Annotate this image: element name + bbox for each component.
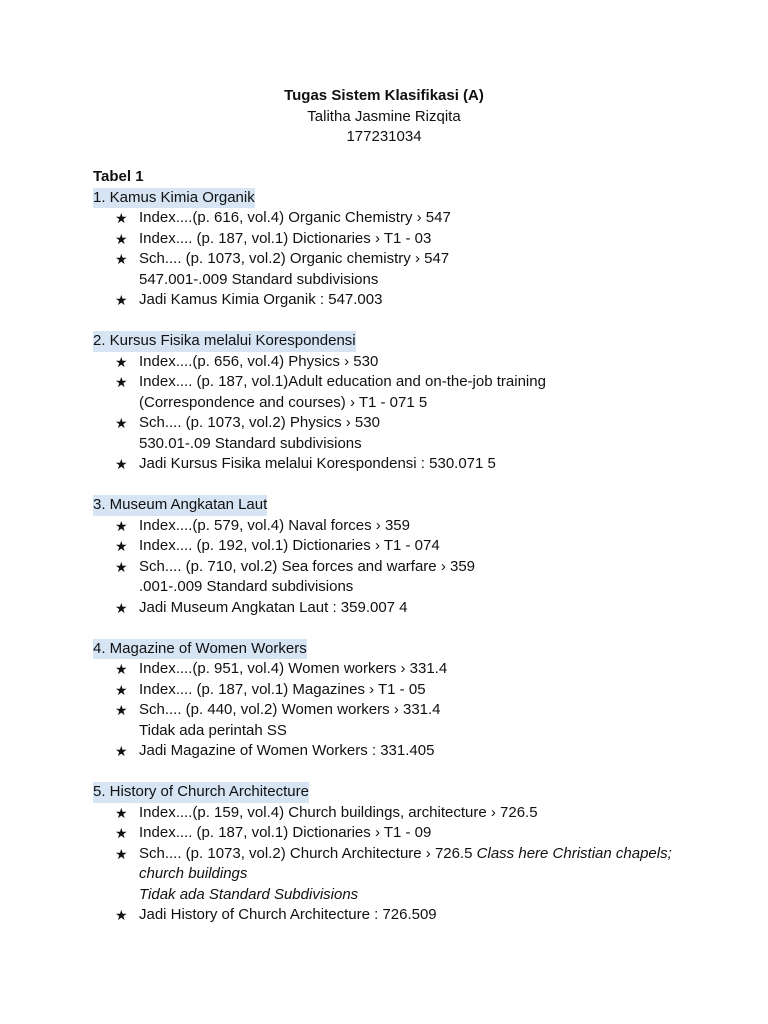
star-bullet-icon: ★ <box>115 743 128 759</box>
item-continuation: (Correspondence and courses) › T1 - 071 5 <box>139 393 428 411</box>
item-italic-continuation: Tidak ada Standard Subdivisions <box>139 885 359 903</box>
document-content <box>93 167 713 946</box>
table-label: Tabel 1 <box>93 168 144 185</box>
star-bullet-icon: ★ <box>115 681 128 698</box>
list-item <box>115 823 713 844</box>
item-text: Jadi Magazine of Women Workers : 331.405 <box>139 742 435 759</box>
star-bullet-icon: ★ <box>115 517 128 534</box>
section-history-church-architecture <box>93 782 713 926</box>
list-item <box>115 290 713 311</box>
list-item <box>115 700 713 741</box>
list-item <box>115 208 713 229</box>
list-item <box>115 741 713 762</box>
star-bullet-icon: ★ <box>115 825 128 841</box>
list-item <box>115 413 713 454</box>
star-bullet-icon: ★ <box>115 230 128 247</box>
section-kursus-fisika <box>93 331 713 475</box>
item-text: Sch.... (p. 1073, vol.2) Physics › 530 <box>139 414 380 431</box>
star-bullet-icon: ★ <box>115 538 128 554</box>
item-text: Jadi History of Church Architecture : 726.509 <box>139 906 437 923</box>
item-text: Index.... (p. 187, vol.1)Adult education and on-the-job training <box>139 373 546 390</box>
list-item <box>115 249 713 290</box>
list-item <box>115 905 713 926</box>
list-item <box>115 557 713 598</box>
author-name: Talitha Jasmine Rizqita <box>307 107 461 125</box>
list-item <box>115 659 713 680</box>
list-item <box>115 352 713 373</box>
item-list <box>93 208 713 311</box>
item-text: Jadi Kursus Fisika melalui Korespondensi : 530.071 5 <box>139 455 496 472</box>
section-title: 1. Kamus Kimia Organik <box>93 188 255 209</box>
document-header <box>0 86 768 148</box>
student-id: 177231034 <box>346 128 422 145</box>
star-bullet-icon: ★ <box>115 661 128 677</box>
list-item <box>115 680 713 701</box>
item-text: Index.... (p. 187, vol.1) Dictionaries › T1 - 09 <box>139 824 432 841</box>
star-bullet-icon: ★ <box>115 210 128 226</box>
item-text: Index....(p. 951, vol.4) Women workers › 331.4 <box>139 660 448 677</box>
item-text: Sch.... (p. 440, vol.2) Women workers › 331.4 <box>139 701 441 718</box>
list-item <box>115 372 713 413</box>
star-bullet-icon: ★ <box>115 353 128 370</box>
item-text: Sch.... (p. 710, vol.2) Sea forces and warfare › 359 <box>139 557 476 575</box>
star-bullet-icon: ★ <box>115 804 128 821</box>
item-text: Sch.... (p. 1073, vol.2) Church Architecture › 726.5 <box>139 844 477 862</box>
section-magazine-women-workers <box>93 639 713 762</box>
list-item <box>115 516 713 537</box>
item-italic-note: Class here Christian chapels; church buildings <box>139 844 672 882</box>
list-item <box>115 844 713 906</box>
star-bullet-icon: ★ <box>115 599 128 616</box>
star-bullet-icon: ★ <box>115 845 128 862</box>
section-title: 2. Kursus Fisika melalui Korespondensi <box>93 331 356 352</box>
star-bullet-icon: ★ <box>115 907 128 923</box>
item-text: Index....(p. 656, vol.4) Physics › 530 <box>139 352 379 370</box>
section-kamus-kimia <box>93 188 713 311</box>
document-title: Tugas Sistem Klasifikasi (A) <box>284 87 484 104</box>
item-text: Index.... (p. 187, vol.1) Magazines › T1 - 05 <box>139 680 426 698</box>
item-text: Sch.... (p. 1073, vol.2) Organic chemistry › 547 <box>139 250 450 267</box>
item-text: Jadi Kamus Kimia Organik : 547.003 <box>139 291 383 308</box>
star-bullet-icon: ★ <box>115 456 128 472</box>
item-list <box>93 659 713 762</box>
section-title: 4. Magazine of Women Workers <box>93 639 307 660</box>
item-list <box>93 516 713 619</box>
list-item <box>115 536 713 557</box>
item-continuation: 530.01-.09 Standard subdivisions <box>139 434 362 452</box>
section-museum-angkatan-laut <box>93 495 713 618</box>
section-title: 5. History of Church Architecture <box>93 782 309 803</box>
item-text: Index.... (p. 192, vol.1) Dictionaries › T1 - 074 <box>139 537 440 554</box>
item-text: Index.... (p. 187, vol.1) Dictionaries › T1 - 03 <box>139 229 432 247</box>
star-bullet-icon: ★ <box>115 251 128 267</box>
item-text: Jadi Museum Angkatan Laut : 359.007 4 <box>139 598 408 616</box>
item-text: Index....(p. 579, vol.4) Naval forces › 359 <box>139 516 410 534</box>
item-continuation: 547.001-.009 Standard subdivisions <box>139 270 379 288</box>
star-bullet-icon: ★ <box>115 558 128 575</box>
star-bullet-icon: ★ <box>115 292 128 308</box>
item-continuation: .001-.009 Standard subdivisions <box>139 578 354 595</box>
item-list <box>93 352 713 475</box>
item-list <box>93 803 713 926</box>
list-item <box>115 803 713 824</box>
list-item <box>115 229 713 250</box>
item-text: Index....(p. 159, vol.4) Church buildings, architecture › 726.5 <box>139 803 538 821</box>
list-item <box>115 598 713 619</box>
item-text: Index....(p. 616, vol.4) Organic Chemistry › 547 <box>139 209 451 226</box>
item-continuation: Tidak ada perintah SS <box>139 721 287 739</box>
list-item <box>115 454 713 475</box>
star-bullet-icon: ★ <box>115 702 128 718</box>
star-bullet-icon: ★ <box>115 374 128 390</box>
section-title: 3. Museum Angkatan Laut <box>93 495 267 516</box>
star-bullet-icon: ★ <box>115 415 128 431</box>
